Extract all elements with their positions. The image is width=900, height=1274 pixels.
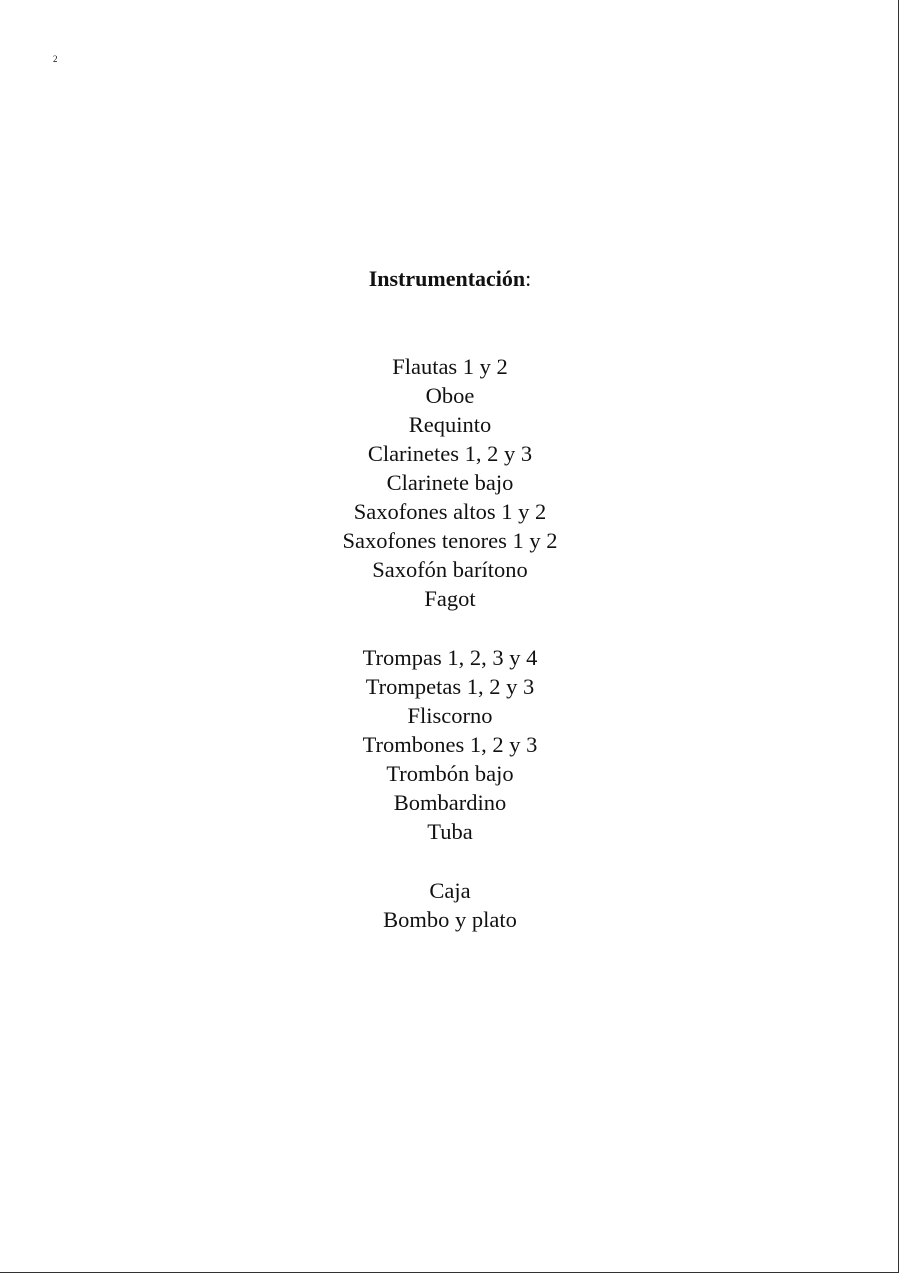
instrument-item: Trombón bajo	[386, 761, 514, 786]
instrument-item: Clarinete bajo	[386, 470, 514, 495]
instrument-item: Bombo y plato	[383, 907, 517, 932]
instrument-item: Saxofones altos 1 y 2	[353, 499, 547, 524]
heading-title: Instrumentación	[368, 266, 526, 291]
instrument-item: Tuba	[427, 819, 473, 844]
instrument-item: Trompas 1, 2, 3 y 4	[362, 645, 538, 670]
instrument-item: Saxofones tenores 1 y 2	[342, 528, 558, 553]
instrumentation-heading	[0, 264, 900, 294]
instrument-item: Trompetas 1, 2 y 3	[365, 674, 535, 699]
page-number: 2	[53, 54, 58, 64]
instrument-item: Bombardino	[393, 790, 507, 815]
instrument-item: Fliscorno	[407, 703, 493, 728]
instrument-item: Clarinetes 1, 2 y 3	[367, 441, 533, 466]
instrument-item: Trombones 1, 2 y 3	[362, 732, 538, 757]
instrument-item: Caja	[429, 878, 471, 903]
heading-colon: :	[525, 266, 532, 291]
brass-list	[0, 643, 900, 846]
instrument-item: Oboe	[425, 383, 475, 408]
instrument-item: Flautas 1 y 2	[392, 354, 508, 379]
instrument-item: Requinto	[408, 412, 492, 437]
instrument-item: Fagot	[424, 586, 476, 611]
woodwinds-list	[0, 352, 900, 613]
percussion-list	[0, 876, 900, 934]
instrument-item: Saxofón barítono	[372, 557, 528, 582]
